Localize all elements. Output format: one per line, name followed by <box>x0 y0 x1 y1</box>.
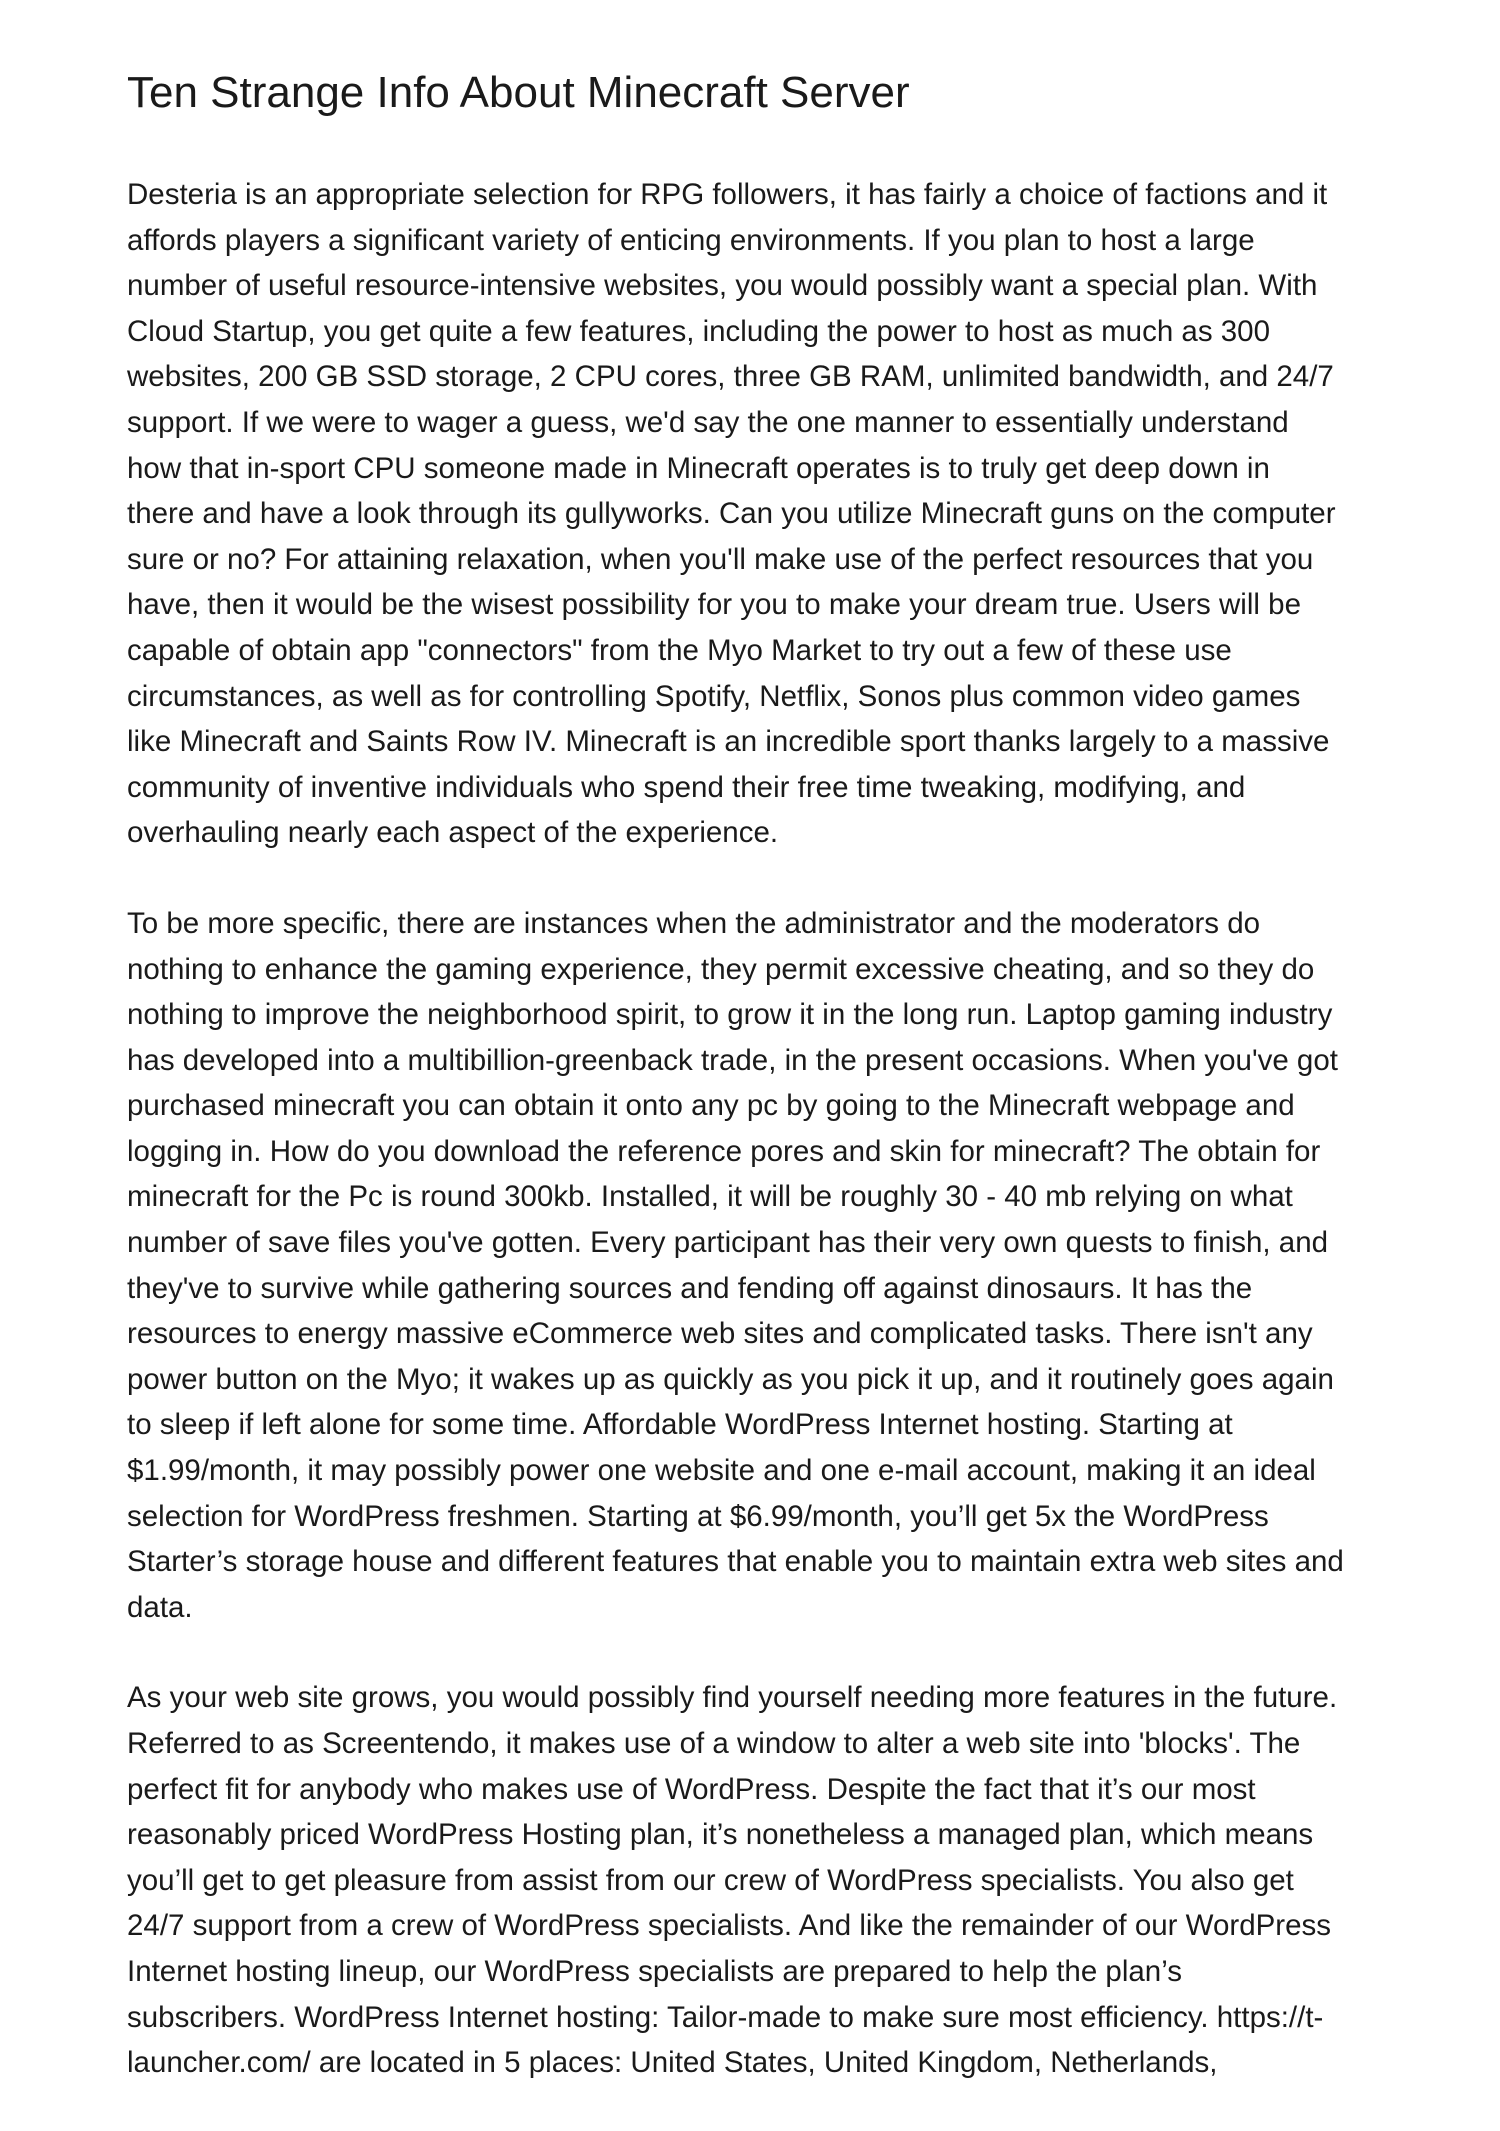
text-line: To be more specific, there are instances when the administrator and the moderators do <box>127 906 1261 940</box>
text-line: nothing to improve the neighborhood spirit, to grow it in the long run. Laptop gaming industry <box>127 998 1333 1032</box>
text-line: Desteria is an appropriate selection for RPG followers, it has fairly a choice of factions and it <box>127 178 1328 211</box>
text-line: sure or no? For attaining relaxation, when you'll make use of the perfect resources that you <box>127 542 1314 576</box>
text-line: how that in-sport CPU someone made in Minecraft operates is to truly get deep down in <box>127 451 1270 485</box>
document-page <box>127 62 1395 2131</box>
page-title: Ten Strange Info About Minecraft Server <box>127 68 910 117</box>
text-line: support. If we were to wager a guess, we'd say the one manner to essentially understand <box>127 405 1289 439</box>
text-line: there and have a look through its gullyworks. Can you utilize Minecraft guns on the computer <box>127 497 1336 531</box>
text-line: affords players a significant variety of enticing environments. If you plan to host a large <box>127 223 1255 257</box>
text-line: data. <box>127 1590 193 1624</box>
paragraph-3 <box>127 1675 1395 2085</box>
text-line: 24/7 support from a crew of WordPress specialists. And like the remainder of our WordPress <box>127 1909 1332 1943</box>
text-line: perfect fit for anybody who makes use of WordPress. Despite the fact that it’s our most <box>127 1772 1256 1806</box>
text-line: overhauling nearly each aspect of the experience. <box>127 816 779 850</box>
text-line: launcher.com/ are located in 5 places: United States, United Kingdom, Netherlands, <box>127 2046 1218 2080</box>
text-line: has developed into a multibillion-greenback trade, in the present occasions. When you've got <box>127 1043 1338 1077</box>
text-line: power button on the Myo; it wakes up as quickly as you pick it up, and it routinely goes again <box>127 1362 1334 1396</box>
paragraph-1 <box>127 172 1395 856</box>
text-line: they've to survive while gathering sources and fending off against dinosaurs. It has the <box>127 1271 1253 1305</box>
text-line: Referred to as Screentendo, it makes use of a window to alter a web site into 'blocks'. The <box>127 1727 1301 1760</box>
text-line: As your web site grows, you would possibly find yourself needing more features in the future. <box>127 1681 1338 1715</box>
text-line: capable of obtain app "connectors" from the Myo Market to try out a few of these use <box>127 633 1232 667</box>
text-line: to sleep if left alone for some time. Affordable WordPress Internet hosting. Starting at <box>127 1408 1233 1442</box>
text-line: Cloud Startup, you get quite a few features, including the power to host as much as 300 <box>127 314 1270 348</box>
text-line: community of inventive individuals who spend their free time tweaking, modifying, and <box>127 770 1246 804</box>
text-line: Starter’s storage house and different features that enable you to maintain extra web sites and <box>127 1545 1344 1579</box>
text-line: nothing to enhance the gaming experience, they permit excessive cheating, and so they do <box>127 952 1315 986</box>
paragraph-2 <box>127 901 1395 1631</box>
text-line: have, then it would be the wisest possibility for you to make your dream true. Users will be <box>127 588 1301 622</box>
text-line: like Minecraft and Saints Row IV. Minecraft is an incredible sport thanks largely to a massive <box>127 725 1330 759</box>
text-line: $1.99/month, it may possibly power one website and one e-mail account, making it an ideal <box>127 1454 1316 1488</box>
text-line: purchased minecraft you can obtain it onto any pc by going to the Minecraft webpage and <box>127 1089 1295 1123</box>
text-line: websites, 200 GB SSD storage, 2 CPU cores, three GB RAM, unlimited bandwidth, and 24/7 <box>127 360 1334 394</box>
text-line: number of save files you've gotten. Every participant has their very own quests to finish, and <box>127 1226 1329 1260</box>
text-line: circumstances, as well as for controlling Spotify, Netflix, Sonos plus common video games <box>127 679 1301 713</box>
text-line: logging in. How do you download the reference pores and skin for minecraft? The obtain for <box>127 1134 1321 1168</box>
text-line: minecraft for the Pc is round 300kb. Installed, it will be roughly 30 - 40 mb relying on what <box>127 1180 1293 1214</box>
text-line: reasonably priced WordPress Hosting plan, it’s nonetheless a managed plan, which means <box>127 1818 1314 1852</box>
text-line: selection for WordPress freshmen. Starting at $6.99/month, you’ll get 5x the WordPress <box>127 1499 1269 1533</box>
text-line: resources to energy massive eCommerce web sites and complicated tasks. There isn't any <box>127 1317 1313 1351</box>
text-line: subscribers. WordPress Internet hosting: Tailor-made to make sure most efficiency. https://t- <box>127 2000 1324 2034</box>
text-line: Internet hosting lineup, our WordPress specialists are prepared to help the plan’s <box>127 1954 1182 1988</box>
text-line: number of useful resource-intensive websites, you would possibly want a special plan. With <box>127 269 1318 303</box>
text-line: you’ll get to get pleasure from assist from our crew of WordPress specialists. You also get <box>127 1863 1294 1897</box>
